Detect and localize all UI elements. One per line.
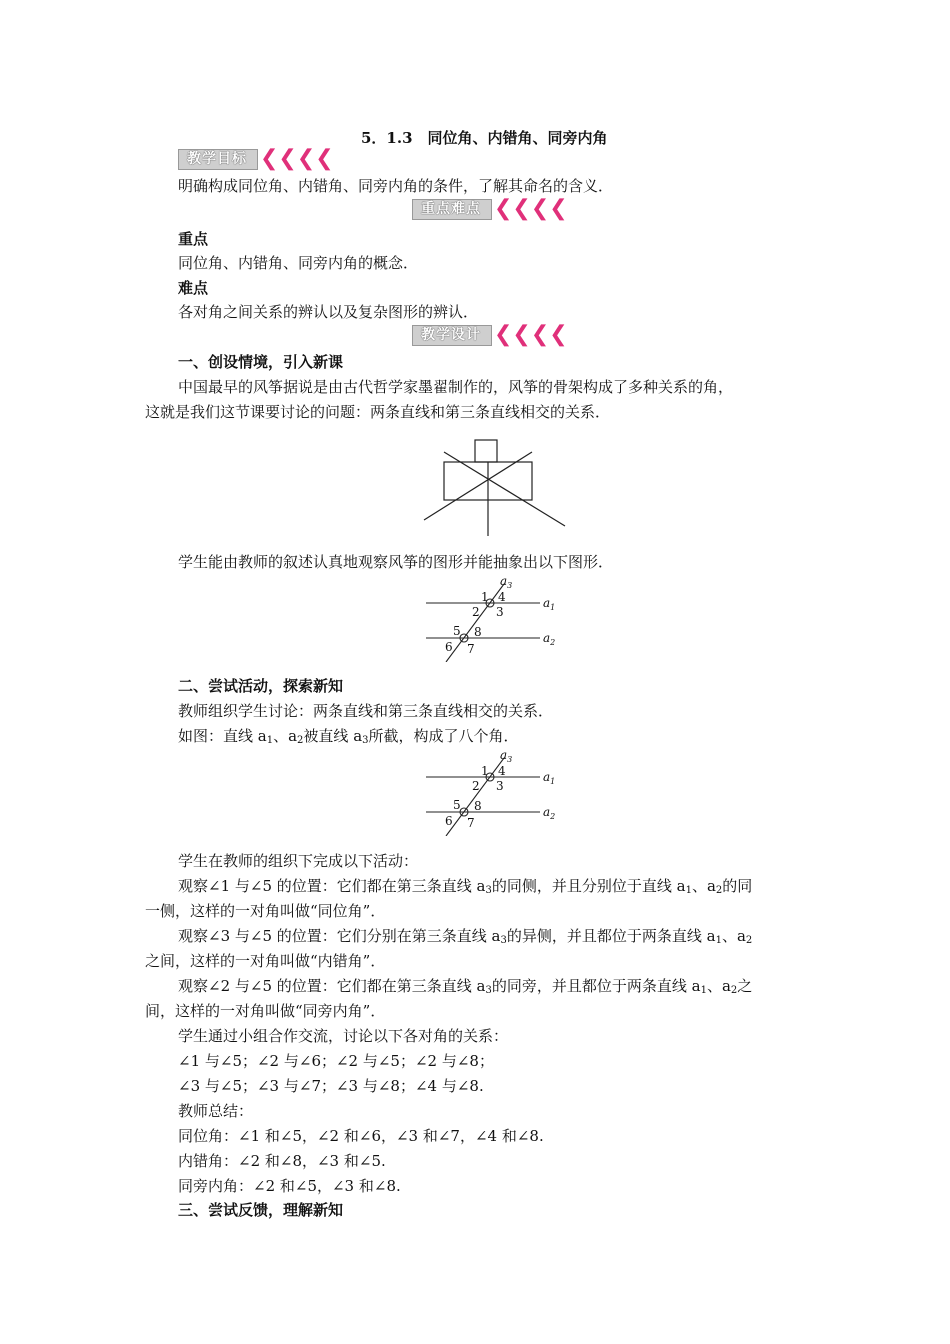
angle-label-2: 2 (472, 605, 480, 619)
subscript: 3 (485, 985, 492, 996)
subscript: 3 (485, 885, 492, 896)
observation-2 (178, 926, 752, 946)
objectives-banner-label: 教学目标 (178, 149, 258, 170)
label-a3: a (500, 574, 508, 588)
subscript: 3 (500, 935, 507, 946)
label-a1-sub: 1 (550, 777, 556, 786)
key-heading: 重点 (178, 230, 209, 248)
angle-label-2: 2 (472, 779, 480, 793)
angle-label-7: 7 (467, 816, 475, 830)
key-text: 同位角、内错角、同旁内角的概念． (178, 254, 419, 272)
design-banner (412, 324, 568, 346)
angle-label-5: 5 (453, 798, 461, 812)
section2-heading: 二、尝试活动，探索新知 (178, 677, 344, 695)
angle-label-5: 5 (453, 624, 461, 638)
line-a3 (446, 758, 504, 836)
angle-label-1: 1 (481, 590, 489, 604)
svg-text:a3 (500, 574, 512, 590)
section2-line3: 学生在教师的组织下完成以下活动： (178, 852, 419, 870)
subscript: 1 (685, 885, 692, 896)
angle-pairs-1: ∠1 与∠5；∠2 与∠6；∠2 与∠5；∠2 与∠8； (178, 1052, 494, 1070)
difficult-heading: 难点 (178, 279, 209, 297)
text-span: 观察∠2 与∠5 的位置：它们都在第三条直线 a (178, 977, 486, 995)
transversal-figure-1 (420, 574, 570, 662)
label-a1: a (543, 596, 551, 610)
observation-3 (178, 976, 752, 996)
svg-text:a2 (543, 631, 555, 647)
subscript: 2 (730, 985, 738, 996)
text-span: 、a (691, 877, 716, 895)
observation-2-line2: 之间，这样的一对角叫做“内错角”． (145, 952, 386, 970)
label-a2: a (543, 631, 551, 645)
text-span: 观察∠1 与∠5 的位置：它们都在第三条直线 a (178, 877, 486, 895)
section1-para1-line2: 这就是我们这节课要讨论的问题：两条直线和第三条直线相交的关系． (145, 403, 611, 421)
label-a3: a (500, 748, 508, 762)
text-span: 如图：直线 a (178, 727, 267, 745)
text-span: 的同 (722, 877, 753, 895)
line-a3 (446, 584, 504, 662)
kite-figure (420, 436, 570, 540)
text-span: 之 (737, 977, 753, 995)
angle-label-1: 1 (481, 764, 489, 778)
text-span: 所截，构成了八个角． (368, 727, 519, 745)
subscript: 1 (715, 935, 722, 946)
section1-heading: 一、创设情境，引入新课 (178, 353, 344, 371)
corresponding-angles: 同位角：∠1 和∠5，∠2 和∠6，∠3 和∠7，∠4 和∠8. (178, 1127, 544, 1145)
key-points-banner-label: 重点难点 (412, 199, 492, 220)
svg-text:a3 (500, 748, 512, 764)
label-a3-sub: 3 (507, 581, 513, 590)
text-span: 的异侧，并且都位于两条直线 a (506, 927, 716, 945)
text-span: 的同旁，并且都位于两条直线 a (491, 977, 701, 995)
key-points-banner (412, 198, 568, 220)
text-span: 、a (273, 727, 298, 745)
subscript: 1 (700, 985, 707, 996)
subscript: 2 (715, 885, 723, 896)
angle-label-3: 3 (496, 605, 504, 619)
text-span: 的同侧，并且分别位于直线 a (491, 877, 686, 895)
text-span: 、a (706, 977, 731, 995)
page-title: 5．1.3 同位角、内错角、同旁内角 (361, 129, 608, 147)
subscript: 3 (362, 735, 369, 746)
chevrons-icon: ❮❮❮❮ (260, 146, 334, 171)
label-a1-sub: 1 (550, 603, 556, 612)
label-a1: a (543, 770, 551, 784)
design-banner-label: 教学设计 (412, 325, 492, 346)
transversal-figure-2 (420, 748, 570, 836)
subscript: 2 (745, 935, 753, 946)
interior-angles: 同旁内角：∠2 和∠5，∠3 和∠8. (178, 1177, 401, 1195)
svg-text:a1 (543, 596, 555, 612)
objectives-banner (178, 148, 334, 170)
section2-line2 (178, 726, 519, 746)
observation-3-line2: 间，这样的一对角叫做“同旁内角”． (145, 1002, 386, 1020)
section1-para1-line1: 中国最早的风筝据说是由古代哲学家墨翟制作的，风筝的骨架构成了多种关系的角， (178, 378, 734, 396)
label-a2-sub: 2 (550, 812, 556, 821)
text-span: 被直线 a (303, 727, 363, 745)
angle-label-4: 4 (498, 764, 506, 778)
subscript: 2 (297, 735, 304, 746)
svg-text:a1 (543, 770, 555, 786)
label-a2-sub: 2 (550, 638, 556, 647)
teacher-summary: 教师总结： (178, 1102, 254, 1120)
chevrons-icon: ❮❮❮❮ (494, 196, 568, 221)
objective-text: 明确构成同位角、内错角、同旁内角的条件，了解其命名的含义． (178, 177, 614, 195)
observation-1-line2: 一侧，这样的一对角叫做“同位角”． (145, 902, 386, 920)
angle-label-8: 8 (474, 625, 482, 639)
angle-label-3: 3 (496, 779, 504, 793)
kite-top-square (475, 440, 497, 462)
section2-line1: 教师组织学生讨论：两条直线和第三条直线相交的关系． (178, 702, 554, 720)
angle-label-6: 6 (445, 640, 453, 654)
angle-pairs-2: ∠3 与∠5；∠3 与∠7；∠3 与∠8；∠4 与∠8. (178, 1077, 484, 1095)
alternate-angles: 内错角：∠2 和∠8，∠3 和∠5. (178, 1152, 386, 1170)
text-span: 、a (721, 927, 746, 945)
angle-label-4: 4 (498, 590, 506, 604)
observation-1 (178, 876, 752, 896)
section1-para2: 学生能由教师的叙述认真地观察风筝的图形并能抽象出以下图形． (178, 553, 614, 571)
difficult-text: 各对角之间关系的辨认以及复杂图形的辨认． (178, 303, 479, 321)
kite-diagonal-1 (444, 452, 565, 526)
svg-text:a2 (543, 805, 555, 821)
chevrons-icon: ❮❮❮❮ (494, 322, 568, 347)
text-span: 观察∠3 与∠5 的位置：它们分别在第三条直线 a (178, 927, 501, 945)
label-a2: a (543, 805, 551, 819)
angle-label-6: 6 (445, 814, 453, 828)
angle-label-8: 8 (474, 799, 482, 813)
label-a3-sub: 3 (507, 755, 513, 764)
section3-heading: 三、尝试反馈，理解新知 (178, 1201, 344, 1219)
subscript: 1 (266, 735, 274, 746)
angle-label-7: 7 (467, 642, 475, 656)
group-discussion: 学生通过小组合作交流，讨论以下各对角的关系： (178, 1027, 509, 1045)
